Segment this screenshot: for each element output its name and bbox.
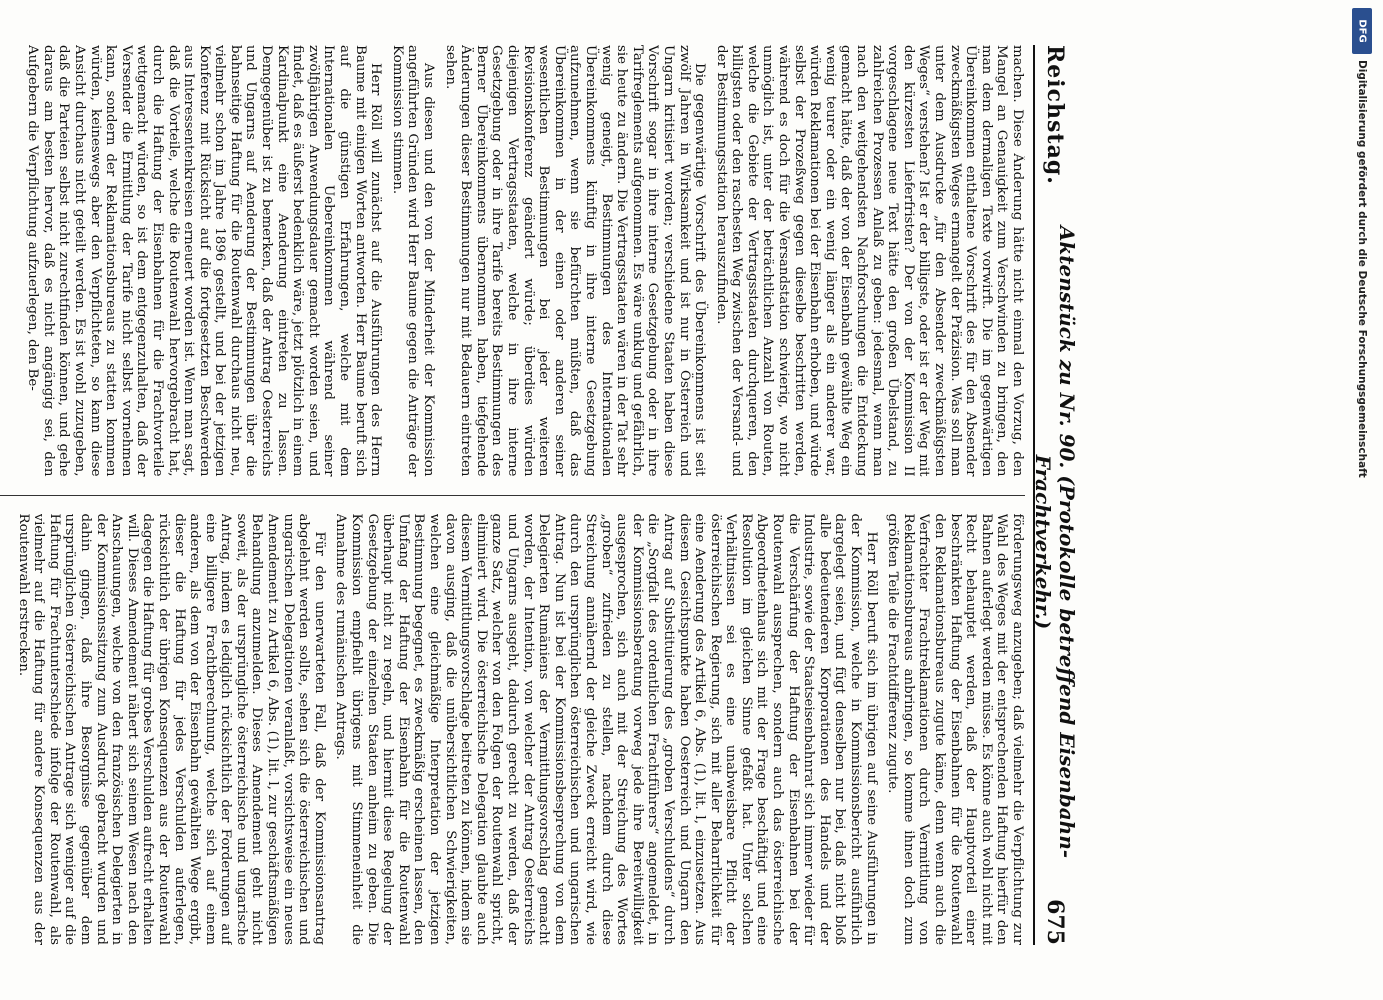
left-paragraph: Herr Röll will zunächst auf die Ausführungen des Herrn Baume mit einigen Worten antworten. Herr Baume beruft sich auf die günstigen Erfahrungen, welche mit dem Internationalen Uebereinkommen während seiner zwölfjährigen Anwendungsdauer gemacht worden seien, und findet, daß es äußerst bedenklich wäre, jetzt plötzlich in einem Kardinalpunkt eine Aenderung eintreten zu lassen. Demgegenüber ist zu bemerken, daß der Antrag Oesterreichs und Ungarns auf Aenderung der Bestimmungen über die bahnseitige Haftung für die Routenwahl durchaus nicht neu, vielmehr schon im Jahre 1896 gestellt, und bei der jetzigen Konferenz mit Rücksicht auf die fortgesetzten Beschwerden aus Interessentenkreisen erneuert worden ist. Wenn man sagt, daß die Vorteile, welche die Routenwahl hervorgebracht hat, durch die Haftung der Eisenbahnen für die Frachtvorteile wettgemacht würden, so ist dem entgegenzuhalten, daß der Versender die Ermittlung der Tarife nicht selbst vornehmen kann, sondern der Reklamationsbureaus zu statten kommen würden, keineswegs aber den Verpflichteten, so kann diese Ansicht durchaus nicht geteilt werden. Es ist wohl zuzugeben, daß die Parteien selbst nicht zurechtfinden können, und gehe daraus am besten hervor, daß es nicht angängig sei, den Aufgebern die Verpflichtung aufzuerlegen, den Be- (25, 45, 384, 477)
header-title: Aktenstück zu Nr. 90. (Protokolle betreffend Eisenbahn-Frachtverkehr.) (1031, 225, 1079, 859)
left-column (0, 45, 1025, 477)
right-paragraph: Herr Röll beruft sich im übrigen auf seine Ausführungen in der Kommission, welche in Kommissionsbericht ausführlich dargelegt seien, und fügt denselben nur bei, daß nicht bloß alle bedeutenderen Korporationen des Handels und der Industrie, sowie der Staatseisenbahnrat sich immer wieder für die Verschärfung der Haftung der Eisenbahnen bei der Routenwahl aussprechen, sondern auch das österreichische Abgeordnetenhaus sich mit der Frage beschäftigt und eine Resolution im gleichen Sinne gefaßt hat. Unter solchen Verhältnissen sei es eine unabweisbare Pflicht der österreichischen Regierung, sich mit aller Beharrlichkeit für eine Aenderung des Artikel 6, Abs. (1), lit. l, einzusetzen. Aus diesem Gesichtspunkte haben Oesterreich und Ungarn den Antrag auf Substituierung des „groben Verschuldens“ durch die „Sorgfalt des ordentlichen Frachtführers“ angemeldet, in der Kommissionsberatung vorweg jede ihre Bereitwilligkeit ausgesprochen, sich auch mit der Streichung des Wortes „groben“ zufrieden zu stellen, nachdem durch diese Streichung annähernd der gleiche Zweck erreicht wird, wie durch den ursprünglichen österreichischen und ungarischen Antrag. Nun ist bei der Kommissionsbesprechung von dem Delegierten Rumäniens der Vermittlungsvorschlag gemacht worden, der Intention, von welcher der Antrag Oesterreichs und Ungarns ausgeht, dadurch gerecht zu werden, daß der ganze Satz, welcher von den Folgen der Routenwahl spricht, eliminiert wird. Die österreichische Delegation glaubte auch diesem Vermittlungsvorschlage beitreten zu können, indem sie davon ausging, daß die unübersichtlichen Schwierigkeiten, welchen eine gleichmäßige Interpretation der jetzigen Bestimmung begegnet, es zweckmäßig erscheinen lassen, den Umfang der Haftung der Eisenbahn für die Routenwahl überhaupt nicht zu regeln, und hiermit diese Regelung der Gesetzgebung der einzelnen Staaten anheim zu geben. Die Kommission empfiehlt übrigens mit Stimmeneinheit die Annahme des rumänischen Antrags. (333, 513, 879, 945)
dfg-logo (1352, 8, 1372, 54)
page-number: 675 (1042, 899, 1068, 945)
left-paragraph: machen. Diese Änderung hätte nicht einmal den Vorzug, den Mangel an Genauigkeit zum Verschwinden zu bringen, den man dem dermaligen Texte vorwirft. Die im gegenwärtigen Übereinkommen enthaltene Vorschrift des für den Absender zweckmäßigsten Weges ermangelt der Präzision. Was soll man unter dem Ausdrucke „für den Absender zweckmäßigsten Weges“ verstehen? Ist er der billigste, oder ist er der Weg mit den kürzesten Lieferfristen? Der von der Kommission II vorgeschlagene neue Text hätte den großen Übelstand, zu zahlreichen Prozessen Anlaß zu geben: jedesmal, wenn man nach den weitgehendsten Nachforschungen die Entdeckung gemacht hätte, daß der von der Eisenbahn gewählte Weg ein wenig teurer oder ein wenig länger als ein anderer war, würden Reklamationen bei der Eisenbahn erhoben, und würde selbst der Prozeßweg gegen dieselbe beschritten werden, während es doch für die Versandstation schwierig, wo nicht unmöglich ist, unter der beträchtlichen Anzahl von Routen, welche die Gebiete der Vertragsstaaten durchqueren, den billigsten oder den raschesten Weg zwischen der Versand- und der Bestimmungsstation herauszufinden. (713, 45, 1025, 477)
column-divider (0, 495, 1025, 496)
left-paragraph: Aus diesen und den von der Minderheit der Kommission angeführten Gründen wird Herr Baume gegen die Anträge der Kommission stimmen. (389, 45, 437, 477)
dfg-logo-text: DFG (1356, 19, 1368, 43)
right-paragraph: Für den unerwarteten Fall, daß der Kommissionsantrag abgelehnt werden sollte, sehen sich die österreichischen und ungarischen Delegationen veranlaßt, vorsichtsweise ein neues Amendement zu Artikel 6, Abs. (1), lit. l, zur geschäftsmäßigen Behandlung anzumelden. Dieses Amendement geht nicht soweit, als der ursprüngliche österreichische und ungarische Antrag, indem es lediglich rücksichtlich der Forderungen auf eine billigere Frachtberechnung, welche sich auf einem anderen, als dem von der Eisenbahn gewählten Wege ergibt, dieser die Haftung für jedes Verschulden auferlegen, rücksichtlich der übrigen Konsequenzen aus der Routenwahl dagegen die Haftung für grobes Verschulden aufrecht erhalten will. Dieses Amendement nähert sich seinem Wesen nach den Anschauungen, welche von den französischen Delegierten in der Kommissionssitzung zum Ausdruck gebracht wurden und dahin gingen, daß ihre Besorgnisse gegenüber dem ursprünglichen österreichischen Antrage sich weniger auf die Haftung für Frachtunterschiede infolge der Routenwahl, als vielmehr auf die Haftung für andere Konsequenzen aus der Routenwahl erstrecken. (15, 513, 327, 945)
right-paragraph: förderungsweg anzugeben; daß vielmehr die Verpflichtung zur Wahl des Weges mit der entsprechenden Haftung hierfür den Bahnen auferlegt werden müsse. Es könne auch wohl nicht mit Recht behauptet werden, daß der Hauptvorteil einer beschränkten Haftung der Eisenbahnen für die Routenwahl den Reklamationsbureaus zugute käme, denn wenn auch die Verfrachter Frachtreklamationen durch Vermittlung von Reklamationsbureaus anbringen, so komme ihnen doch zum größten Teile die Frachtdifferenz zugute. (885, 513, 1025, 945)
header-reichstag: Reichstag. (1042, 45, 1068, 185)
page-header (1031, 45, 1079, 945)
left-paragraph: Die gegenwärtige Vorschrift des Übereinkommens ist seit zwölf Jahren in Wirksamkeit und ist nur in Österreich und Ungarn kritisiert worden; verschiedene Staaten haben diese Vorschrift sogar in ihre interne Gesetzgebung oder in ihre Tarifreglements aufgenommen. Es wäre unklug und gefährlich, sie heute zu ändern. Die Vertragsstaaten wären in der Tat sehr wenig geneigt, Bestimmungen des Internationalen Übereinkommens künftig in ihre interne Gesetzgebung aufzunehmen, wenn sie befürchten müßten, daß das Übereinkommen in der einen oder anderen seiner wesentlichen Bestimmungen bei jeder weiteren Revisionskonferenz geändert würde; überdies würden diejenigen Vertragsstaaten, welche in ihre interne Gesetzgebung oder in ihre Tarife bereits Bestimmungen des Berner Übereinkommens übernommen haben, tiefgehende Änderungen dieser Bestimmungen nur mit Bedauern eintreten sehen. (442, 45, 708, 477)
credit-text: Digitalisierung gefördert durch die Deutsche Forschungsgemeinschaft (1356, 60, 1368, 478)
rotated-document (0, 45, 1085, 945)
text-columns (0, 45, 1025, 945)
right-column (0, 514, 1025, 946)
digitization-credit (1349, 8, 1375, 992)
